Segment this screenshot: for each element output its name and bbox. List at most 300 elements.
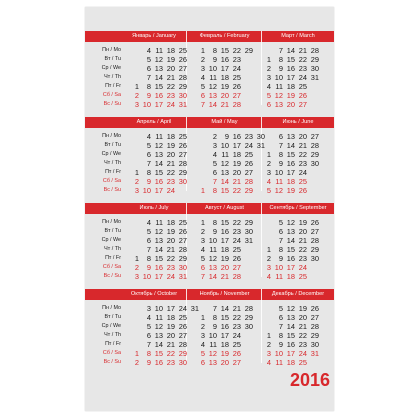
day-cell: 6 — [146, 64, 151, 73]
day-cell: 17 — [220, 236, 229, 245]
day-cell: 9 — [278, 254, 283, 263]
day-cell: 27 — [310, 227, 319, 236]
day-cell: 16 — [154, 177, 163, 186]
day-cell: 17 — [286, 349, 295, 358]
day-cell: 12 — [154, 322, 163, 331]
day-cell: 10 — [208, 331, 217, 340]
day-cell: 26 — [298, 186, 307, 195]
day-cell — [129, 55, 139, 64]
day-cell: 21 — [166, 245, 175, 254]
day-cell: 9 — [212, 227, 217, 236]
day-cell: 13 — [208, 91, 217, 100]
day-cell — [129, 227, 139, 236]
day-cell: 30 — [310, 254, 319, 263]
day-cell: 10 — [208, 236, 217, 245]
day-cell: 13 — [274, 100, 283, 109]
day-cell — [129, 46, 139, 55]
day-cell: 9 — [146, 358, 151, 367]
day-cell — [129, 304, 139, 313]
day-cell: 9 — [212, 322, 217, 331]
day-cell — [261, 141, 271, 150]
weekday-label: Вс / Su — [103, 101, 121, 107]
day-cell: 26 — [178, 227, 187, 236]
day-cell: 15 — [220, 186, 229, 195]
day-cell: 19 — [166, 55, 175, 64]
weekday-label: Ср / We — [101, 65, 121, 71]
day-cell — [309, 272, 319, 281]
day-cell: 20 — [166, 150, 175, 159]
day-cell: 26 — [244, 159, 253, 168]
day-cell: 30 — [310, 159, 319, 168]
weekday-label: Пт / Fr — [105, 255, 121, 261]
day-cell: 14 — [154, 159, 163, 168]
day-cell: 26 — [178, 141, 187, 150]
day-cell: 30 — [256, 132, 265, 141]
day-cell: 17 — [286, 73, 295, 82]
day-cell: 13 — [154, 331, 163, 340]
weekday-label: Ср / We — [101, 237, 121, 243]
weekday-label: Вт / Tu — [104, 56, 121, 62]
day-cell: 2 — [212, 132, 217, 141]
day-cell: 12 — [208, 349, 217, 358]
day-cell: 25 — [298, 177, 307, 186]
day-cell: 29 — [244, 313, 253, 322]
day-cell: 18 — [220, 340, 229, 349]
day-cell: 31 — [190, 304, 199, 313]
day-cell: 21 — [166, 73, 175, 82]
day-cell: 12 — [274, 91, 283, 100]
day-cell: 5 — [146, 55, 151, 64]
day-cell: 12 — [154, 55, 163, 64]
day-cell: 29 — [178, 254, 187, 263]
day-cell: 10 — [274, 73, 283, 82]
day-cell — [195, 132, 205, 141]
weekday-label: Ср / We — [101, 323, 121, 329]
day-cell: 6 — [200, 263, 205, 272]
day-cell: 22 — [232, 186, 241, 195]
day-cell: 14 — [286, 236, 295, 245]
weekday-label: Чт / Th — [104, 74, 121, 80]
day-cell — [195, 177, 205, 186]
day-cell: 13 — [286, 132, 295, 141]
day-cell: 11 — [155, 313, 163, 322]
day-cell: 22 — [232, 313, 241, 322]
day-cell: 19 — [286, 91, 295, 100]
day-cell: 27 — [232, 263, 241, 272]
day-cell: 28 — [310, 46, 319, 55]
day-cell: 14 — [154, 245, 163, 254]
day-cell: 22 — [298, 150, 307, 159]
day-cell: 8 — [212, 313, 217, 322]
day-cell: 27 — [178, 331, 187, 340]
day-cell: 14 — [154, 340, 163, 349]
day-cell: 10 — [142, 100, 151, 109]
day-cell: 8 — [146, 82, 151, 91]
weekday-label: Вт / Tu — [104, 314, 121, 320]
day-cell — [195, 304, 205, 313]
day-cell: 29 — [244, 218, 253, 227]
day-cell: 6 — [278, 132, 283, 141]
day-cell: 28 — [178, 159, 187, 168]
day-cell: 11 — [155, 218, 163, 227]
month-name: Декабрь / December — [271, 291, 325, 297]
day-cell: 4 — [212, 150, 217, 159]
day-cell: 19 — [232, 159, 241, 168]
day-cell: 15 — [154, 82, 163, 91]
day-cell: 15 — [154, 254, 163, 263]
day-cell: 15 — [286, 331, 295, 340]
day-cell — [195, 159, 205, 168]
weekday-label: Пн / Mo — [102, 305, 121, 311]
day-cell: 9 — [224, 132, 229, 141]
day-cell: 14 — [286, 46, 295, 55]
day-cell — [309, 100, 319, 109]
day-cell: 13 — [286, 313, 295, 322]
day-cell: 27 — [310, 132, 319, 141]
day-cell: 18 — [220, 73, 229, 82]
day-cell — [243, 55, 253, 64]
day-cell: 10 — [274, 349, 283, 358]
weekday-label: Пн / Mo — [102, 133, 121, 139]
day-cell: 7 — [146, 340, 151, 349]
day-cell: 13 — [208, 358, 217, 367]
day-cell: 29 — [178, 82, 187, 91]
quarter-3 — [85, 203, 334, 281]
day-cell: 3 — [266, 349, 271, 358]
day-cell: 21 — [232, 304, 241, 313]
day-cell — [309, 82, 319, 91]
day-cell — [129, 322, 139, 331]
day-cell: 23 — [298, 159, 307, 168]
day-cell: 16 — [286, 159, 295, 168]
day-cell — [129, 313, 139, 322]
day-cell: 12 — [154, 141, 163, 150]
day-cell: 3 — [266, 73, 271, 82]
day-cell: 20 — [166, 236, 175, 245]
quarter-1 — [85, 31, 334, 109]
day-cell: 16 — [154, 358, 163, 367]
day-cell: 28 — [232, 272, 241, 281]
day-cell: 13 — [208, 263, 217, 272]
day-cell: 1 — [266, 150, 271, 159]
month-name: Июнь / June — [282, 119, 314, 125]
day-cell: 1 — [134, 82, 139, 91]
day-cell — [309, 263, 319, 272]
day-cell: 22 — [298, 331, 307, 340]
day-cell: 6 — [200, 358, 205, 367]
day-cell: 16 — [220, 227, 229, 236]
day-cell: 7 — [200, 272, 205, 281]
weekday-label: Пн / Mo — [102, 219, 121, 225]
day-cell — [195, 141, 205, 150]
day-cell: 4 — [200, 245, 205, 254]
day-cell: 7 — [212, 304, 217, 313]
day-cell: 25 — [178, 313, 187, 322]
day-cell: 17 — [286, 168, 295, 177]
day-cell: 2 — [134, 358, 139, 367]
day-cell: 20 — [286, 100, 295, 109]
day-cell: 4 — [146, 218, 151, 227]
day-cell: 4 — [266, 177, 271, 186]
day-cell: 5 — [200, 349, 205, 358]
weekday-label: Вт / Tu — [104, 142, 121, 148]
day-cell: 25 — [232, 245, 241, 254]
day-cell: 15 — [286, 55, 295, 64]
day-cell: 14 — [286, 322, 295, 331]
day-cell: 3 — [266, 168, 271, 177]
day-cell: 11 — [209, 245, 217, 254]
day-cell: 21 — [298, 236, 307, 245]
day-cell: 8 — [278, 55, 283, 64]
day-cell — [195, 168, 205, 177]
day-cell — [243, 254, 253, 263]
day-cell: 29 — [310, 55, 319, 64]
day-cell: 16 — [154, 91, 163, 100]
day-cell: 28 — [310, 236, 319, 245]
day-cell: 23 — [244, 132, 253, 141]
day-cell: 5 — [200, 254, 205, 263]
day-cell: 7 — [146, 245, 151, 254]
day-cell: 12 — [220, 159, 229, 168]
day-cell: 27 — [178, 64, 187, 73]
day-cell: 18 — [286, 82, 295, 91]
day-cell: 19 — [286, 186, 295, 195]
day-cell: 24 — [232, 236, 241, 245]
day-cell: 15 — [220, 313, 229, 322]
day-cell: 27 — [310, 313, 319, 322]
day-cell: 1 — [200, 46, 205, 55]
day-cell: 24 — [244, 141, 253, 150]
day-cell: 24 — [298, 73, 307, 82]
day-cell: 5 — [266, 91, 271, 100]
day-cell: 31 — [178, 100, 187, 109]
day-cell: 3 — [266, 263, 271, 272]
day-cell: 12 — [286, 304, 295, 313]
weekday-label: Сб / Sa — [102, 264, 121, 270]
day-cell: 30 — [310, 340, 319, 349]
day-cell: 14 — [154, 73, 163, 82]
day-cell: 3 — [200, 64, 205, 73]
day-cell: 9 — [278, 159, 283, 168]
day-cell: 14 — [208, 272, 217, 281]
day-cell: 5 — [146, 227, 151, 236]
day-cell: 18 — [166, 218, 175, 227]
day-cell: 3 — [200, 236, 205, 245]
day-cell: 20 — [220, 263, 229, 272]
day-cell: 16 — [232, 132, 241, 141]
day-cell: 26 — [232, 349, 241, 358]
day-cell: 6 — [278, 313, 283, 322]
day-cell: 22 — [166, 168, 175, 177]
day-cell: 15 — [154, 349, 163, 358]
day-cell — [309, 168, 319, 177]
day-cell: 11 — [275, 82, 283, 91]
day-cell — [129, 141, 139, 150]
day-cell: 13 — [154, 150, 163, 159]
day-cell: 23 — [166, 263, 175, 272]
day-cell: 28 — [244, 177, 253, 186]
day-cell: 13 — [286, 227, 295, 236]
day-cell: 28 — [232, 100, 241, 109]
day-cell: 20 — [232, 168, 241, 177]
day-cell: 14 — [220, 304, 229, 313]
month-name: Февраль / February — [199, 33, 250, 39]
year-label: 2016 — [290, 370, 331, 390]
day-cell: 29 — [310, 245, 319, 254]
day-cell: 17 — [220, 64, 229, 73]
day-cell: 16 — [220, 55, 229, 64]
day-cell: 10 — [274, 263, 283, 272]
day-cell: 2 — [266, 254, 271, 263]
day-cell: 19 — [220, 349, 229, 358]
day-cell: 30 — [178, 263, 187, 272]
day-cell: 20 — [166, 331, 175, 340]
day-cell: 8 — [146, 168, 151, 177]
pocket-calendar-card — [85, 7, 334, 411]
day-cell: 29 — [244, 186, 253, 195]
quarter-2 — [85, 117, 334, 195]
day-cell: 30 — [178, 91, 187, 100]
day-cell: 31 — [178, 272, 187, 281]
day-cell: 23 — [298, 340, 307, 349]
day-cell: 26 — [178, 322, 187, 331]
day-cell: 4 — [266, 272, 271, 281]
day-cell: 5 — [200, 82, 205, 91]
day-cell: 6 — [146, 236, 151, 245]
day-cell — [261, 132, 271, 141]
day-cell: 8 — [212, 218, 217, 227]
day-cell: 26 — [310, 304, 319, 313]
day-cell: 27 — [298, 100, 307, 109]
day-cell: 7 — [278, 141, 283, 150]
day-cell: 7 — [278, 322, 283, 331]
day-cell: 1 — [134, 168, 139, 177]
day-cell: 9 — [212, 55, 217, 64]
day-cell: 20 — [298, 313, 307, 322]
day-cell: 22 — [232, 218, 241, 227]
day-cell: 20 — [220, 358, 229, 367]
day-cell: 17 — [166, 304, 175, 313]
day-cell: 26 — [232, 82, 241, 91]
day-cell: 5 — [146, 141, 151, 150]
day-cell: 11 — [275, 358, 283, 367]
day-cell — [129, 340, 139, 349]
day-cell: 9 — [146, 91, 151, 100]
day-cell: 29 — [178, 168, 187, 177]
day-cell: 17 — [154, 100, 163, 109]
day-cell: 6 — [266, 100, 271, 109]
day-cell: 31 — [310, 73, 319, 82]
day-cell: 21 — [298, 46, 307, 55]
day-cell: 10 — [220, 141, 229, 150]
day-cell: 5 — [212, 159, 217, 168]
day-cell: 7 — [146, 73, 151, 82]
day-cell: 9 — [146, 177, 151, 186]
day-cell: 1 — [134, 349, 139, 358]
day-cell: 3 — [200, 331, 205, 340]
day-cell — [261, 313, 271, 322]
day-cell: 21 — [166, 340, 175, 349]
day-cell — [129, 218, 139, 227]
day-cell: 25 — [298, 358, 307, 367]
day-cell: 11 — [275, 177, 283, 186]
day-cell: 15 — [154, 168, 163, 177]
day-cell: 26 — [232, 254, 241, 263]
day-cell — [243, 100, 253, 109]
day-cell: 13 — [220, 168, 229, 177]
day-cell: 11 — [155, 132, 163, 141]
weekday-label: Сб / Sa — [102, 178, 121, 184]
day-cell: 26 — [310, 218, 319, 227]
day-cell — [243, 272, 253, 281]
day-cell: 2 — [134, 263, 139, 272]
day-cell — [243, 73, 253, 82]
day-cell: 19 — [298, 218, 307, 227]
day-cell — [243, 331, 253, 340]
day-cell: 4 — [200, 340, 205, 349]
day-cell: 6 — [278, 227, 283, 236]
day-cell: 31 — [256, 141, 265, 150]
day-cell: 12 — [154, 227, 163, 236]
day-cell: 3 — [134, 186, 139, 195]
day-cell: 25 — [298, 272, 307, 281]
day-cell — [243, 263, 253, 272]
day-cell: 6 — [146, 331, 151, 340]
day-cell: 28 — [310, 322, 319, 331]
day-cell — [177, 186, 187, 195]
day-cell — [261, 304, 271, 313]
day-cell — [129, 73, 139, 82]
day-cell: 28 — [178, 73, 187, 82]
day-cell: 29 — [244, 46, 253, 55]
day-cell: 24 — [178, 304, 187, 313]
day-cell: 4 — [146, 132, 151, 141]
day-cell: 18 — [232, 150, 241, 159]
day-cell: 11 — [155, 46, 163, 55]
day-cell: 24 — [298, 263, 307, 272]
day-cell: 22 — [166, 82, 175, 91]
day-cell — [261, 46, 271, 55]
day-cell: 8 — [146, 349, 151, 358]
day-cell: 1 — [134, 254, 139, 263]
month-name: Май / May — [211, 119, 238, 125]
day-cell — [309, 91, 319, 100]
day-cell — [243, 349, 253, 358]
day-cell — [309, 177, 319, 186]
day-cell: 24 — [232, 331, 241, 340]
weekday-label: Чт / Th — [104, 160, 121, 166]
day-cell: 4 — [146, 313, 151, 322]
day-cell: 16 — [286, 254, 295, 263]
day-cell: 23 — [298, 254, 307, 263]
day-cell: 2 — [266, 159, 271, 168]
month-name: Март / March — [281, 33, 315, 39]
day-cell: 11 — [275, 272, 283, 281]
month-name: Ноябрь / November — [199, 291, 250, 297]
day-cell: 27 — [232, 358, 241, 367]
day-cell: 18 — [220, 245, 229, 254]
day-cell: 25 — [178, 132, 187, 141]
day-cell — [129, 132, 139, 141]
day-cell: 23 — [232, 227, 241, 236]
day-cell: 8 — [278, 331, 283, 340]
day-cell: 13 — [154, 236, 163, 245]
day-cell: 2 — [134, 91, 139, 100]
day-cell: 31 — [244, 236, 253, 245]
day-cell — [243, 340, 253, 349]
day-cell: 16 — [286, 64, 295, 73]
day-cell: 31 — [310, 349, 319, 358]
